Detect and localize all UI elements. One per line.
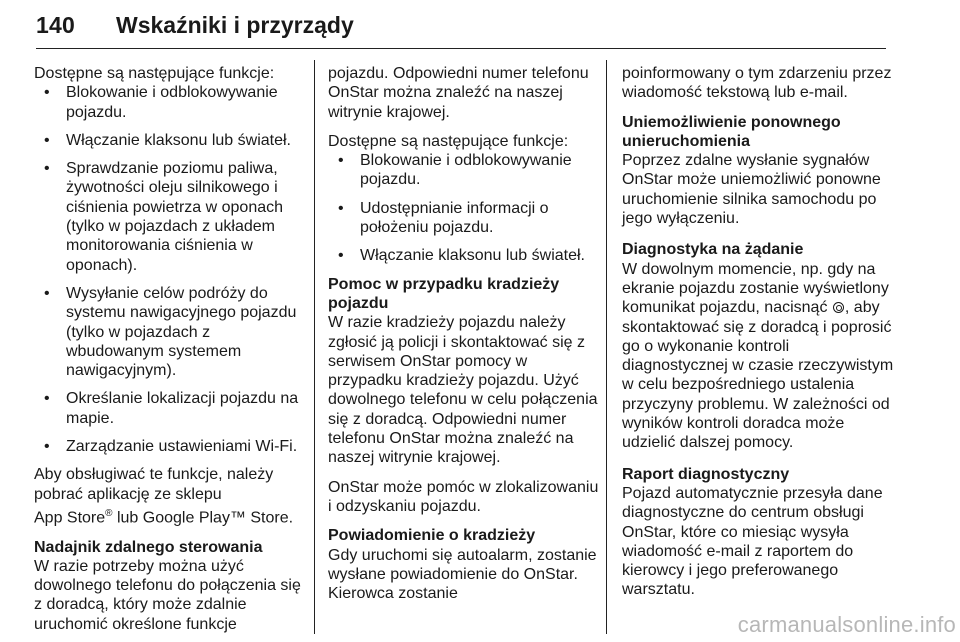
functions-intro: Dostępne są następujące funkcje: [34,65,275,82]
report-text: Pojazd automatycznie przesyła dane diagnostyczne do centrum obsługi OnStar, które co miesiąc wysyła wiadomość e-mail z raportem do kierowcy i jego preferowanego warsztatu. [622,484,883,599]
column-3 [622,64,894,600]
list-item: • Włączanie klaksonu lub świateł. [34,131,306,150]
immobilization-text: Poprzez zdalne wysłanie sygnałów OnStar może uniemożliwić ponowne uruchomienie silnika samochodu po jego wyłączeniu. [622,152,881,228]
diagnostics-paragraph [622,260,894,453]
list-item: • Włączanie klaksonu lub świateł. [328,246,600,265]
functions-intro: Dostępne są następujące funkcje: [328,132,569,150]
onstar-service-icon [833,302,844,313]
list-item: • Blokowanie i odblokowywanie pojazdu. [34,83,306,122]
diagnostics-text: W dowolnym momencie, np. gdy na ekranie pojazdu zostanie wyświetlony komunikat pojazdu, nacisnąć [622,260,889,317]
section-heading-remote: Nadajnik zdalnego sterowania [34,538,263,556]
page-title: Wskaźniki i przyrządy [116,12,354,38]
column-divider-2 [606,60,607,634]
locate-text: OnStar może pomóc w zlokalizowaniu i odzyskaniu pojazdu. [328,478,599,515]
section-heading-diagnostics: Diagnostyka na żądanie [622,241,804,259]
list-item: • Zarządzanie ustawieniami Wi-Fi. [34,437,306,456]
google-play-text: lub Google Play™ Store. [112,509,294,527]
registered-mark: ® [105,507,113,519]
continuation-text: pojazdu. Odpowiedni numer telefonu OnStar można znaleźć na naszej witrynie krajowej. [328,65,589,121]
page-header [36,2,886,49]
functions-list [328,151,600,265]
notify-text: Gdy uruchomi się autoalarm, zostanie wysłane powiadomienie do OnStar. Kierowca zostanie [328,546,597,603]
app-text: Aby obsługiwać te funkcje, należy pobrać aplikację ze sklepu [34,466,274,503]
page-number: 140 [36,12,75,38]
section-heading-theft: Pomoc w przypadku kradzieży pojazdu [328,275,560,312]
list-item: • Wysyłanie celów podróży do systemu nawigacyjnego pojazdu (tylko w pojazdach z wbudowanym systemem nawigacyjnym). [34,284,306,380]
watermark: carmanualsonline.info [737,612,956,637]
continuation-text: poinformowany o tym zdarzeniu przez wiadomość tekstową lub e-mail. [622,65,892,102]
section-heading-report: Raport diagnostyczny [622,465,790,483]
list-item: • Blokowanie i odblokowywanie pojazdu. [328,151,600,190]
section-heading-notify: Powiadomienie o kradzieży [328,527,536,545]
column-2 [328,64,600,603]
list-item: • Sprawdzanie poziomu paliwa, żywotności oleju silnikowego i ciśnienia powietrza w oponach (tylko w pojazdach z układem monitorowania ciśnienia w oponach). [34,159,306,275]
functions-list [34,83,306,456]
remote-text: W razie potrzeby można użyć dowolnego telefonu do połączenia się z doradcą, który może zdalnie uruchomić określone funkcje [34,557,301,633]
app-store-text: App Store [34,509,106,527]
diagnostics-text-cont: , aby skontaktować się z doradcą i poprosić go o wykonanie kontroli diagnostycznej w czasie rzeczywistym w celu bezpośredniego ustalenia przyczyny problemu. W zależności od wyników kontroli doradca może udzielić dalszej pomocy. [622,299,894,452]
column-divider-1 [314,60,315,634]
theft-text: W razie kradzieży pojazdu należy zgłosić ją policji i skontaktować się z serwisem OnStar pomocy w przypadku kradzieży pojazdu. Użyć dowolnego telefonu w celu połączenia się z doradcą. Odpowiedni numer telefonu OnStar można znaleźć na naszej witrynie krajowej. [328,314,598,467]
list-item: • Określanie lokalizacji pojazdu na mapie. [34,389,306,428]
column-1 [34,64,306,634]
list-item: • Udostępnianie informacji o położeniu pojazdu. [328,199,600,238]
app-paragraph [34,465,306,527]
section-heading-immobilization: Uniemożliwienie ponownego unieruchomienia [622,113,841,150]
